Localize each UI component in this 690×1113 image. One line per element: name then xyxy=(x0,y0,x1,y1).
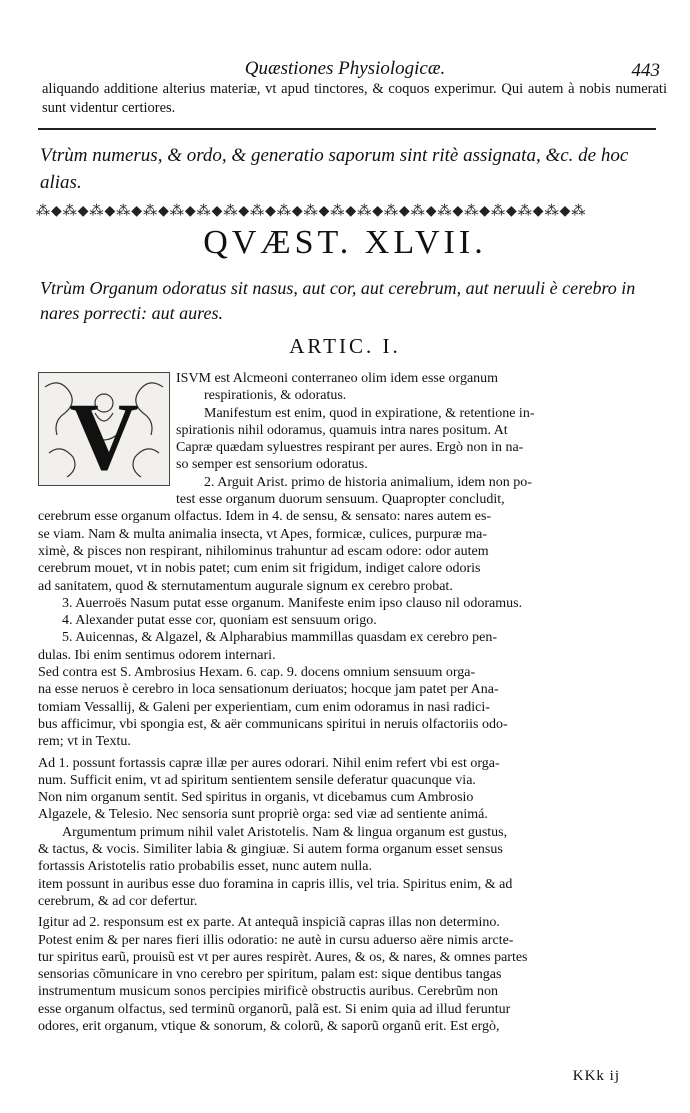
text-line: ad sanitatem, quod & sternutamentum augurale signum ex cerebro probat. xyxy=(38,578,453,594)
section-title: Vtrùm numerus, & ordo, & generatio saporum sint ritè assignata, &c. de hoc alias. xyxy=(40,145,629,193)
text-line: Manifestum est enim, quod in expiratione, & retentione in- xyxy=(204,405,535,421)
text-line: Sed contra est S. Ambrosius Hexam. 6. cap. 9. docens omnium sensuum orga- xyxy=(38,665,476,681)
text-line: esse organum olfactus, sed terminũ organorũ, palã est. Si enim quia ad illud feruntur xyxy=(38,1001,511,1017)
text-line: Igitur ad 2. responsum est ex parte. At antequã inspiciã capras illas non determino. xyxy=(38,915,500,931)
text-line: tomiam Vessallij, & Galeni per experientiam, cum enim odoramus in nasi radici- xyxy=(38,699,490,715)
ornamental-band: ⁂◆⁂◆⁂◆⁂◆⁂◆⁂◆⁂◆⁂◆⁂◆⁂◆⁂◆⁂◆⁂◆⁂◆⁂◆⁂◆⁂◆⁂◆⁂◆⁂◆⁂ xyxy=(36,204,587,219)
text-line: Algazele, & Telesio. Nec sensoria sunt propriè orga: sed viæ ad sentiente animá. xyxy=(38,807,488,823)
top-rule xyxy=(38,128,656,130)
text-line: dulas. Ibi enim sentimus odorem internari. xyxy=(38,647,276,663)
running-title: Quæstiones Physiologicæ. xyxy=(244,58,446,79)
quaestio-heading: QVÆST. XLVII. xyxy=(203,224,487,261)
text-line: 2. Arguit Arist. primo de historia animalium, idem non po- xyxy=(204,474,532,490)
text-line: test esse organum duorum sensuum. Quapropter concludit, xyxy=(176,492,505,508)
text-line: na esse neruos è cerebro in loca sensationum deriuatos; hocque jam patet per Ana- xyxy=(38,682,499,698)
text-line: Non nim organum sentit. Sed spiritus in organis, vt dicebamus cum Ambrosio xyxy=(38,790,474,806)
text-line: fortassis Aristotelis ratio probabilis esset, nunc autem nulla. xyxy=(38,859,372,875)
text-line: cerebrum, & ad cor defertur. xyxy=(38,893,198,909)
signature-mark: KKk ij xyxy=(572,1068,620,1084)
text-line: tur spiritus earũ, prouisũ est vt per aures respirèt. Aures, & os, & nares, & omnes partes xyxy=(38,949,528,965)
article-body xyxy=(38,370,666,1035)
text-line: 4. Alexander putat esse cor, quoniam est sensuum origo. xyxy=(62,613,377,629)
text-line: cerebrum esse organum olfactus. Idem in 4. de sensu, & sensato: nares autem es- xyxy=(38,509,492,525)
articulus-heading: ARTIC. I. xyxy=(289,334,401,358)
text-line: spirationis nihil odoramus, quamuis intra nares positum. At xyxy=(176,422,508,438)
text-line: cerebrum mouet, vt in nobis patet; cum enim sit frigidum, indiget calore odoris xyxy=(38,561,481,577)
text-line: ximè, & pisces non respirant, nihilominus trahuntur ad escam odore: odor autem xyxy=(38,543,489,559)
dropcap-letter: V xyxy=(69,383,139,485)
text-line: 5. Auicennas, & Algazel, & Alpharabius mammillas quasdam ex cerebro pen- xyxy=(62,630,498,646)
text-line: & tactus, & vocis. Similiter labia & gingiuæ. Si autem forma organum esset sensus xyxy=(38,842,503,858)
text-line: respirationis, & odoratus. xyxy=(204,388,347,404)
text-line: odores, erit organum, vtique & sonorum, & colorũ, & saporũ organũ erit. Est ergò, xyxy=(38,1018,500,1034)
text-line: instrumentum musicum sonos percipies mirificè obstructis auribus. Cerebrũm non xyxy=(38,984,498,1000)
text-line: Capræ quædam syluestres respirant per aures. Ergò non in na- xyxy=(176,440,524,456)
text-line: bus afficimur, vbi spongia est, & aër communicans spiritui in neruis olfactoriis odo- xyxy=(38,716,508,732)
text-line: Argumentum primum nihil valet Aristotelis. Nam & lingua organum est gustus, xyxy=(62,824,508,840)
text-line: rem; vt in Textu. xyxy=(38,734,131,750)
text-line: so semper est sensorium odoratus. xyxy=(176,457,368,473)
text-line: sensorias cõmunicare in vno cerebro per spiritum, palam est: sique dentibus tangas xyxy=(38,967,502,983)
text-line: se viam. Nam & multa animalia insecta, vt Apes, formicæ, culices, purpuræ ma- xyxy=(38,526,488,542)
text-line: ISVM est Alcmeoni conterraneo olim idem esse organum xyxy=(176,371,499,386)
page-number: 443 xyxy=(631,60,660,81)
previous-question-ending: aliquando additione alterius materiæ, vt apud tinctores, & coquos experimur. Qui autem à nobis numerati sunt videntur certiores. xyxy=(42,81,667,116)
text-line: num. Sufficit enim, vt ad spiritum sentientem sensile deferatur quacunque via. xyxy=(38,772,476,788)
text-line: 3. Auerroës Nasum putat esse organum. Manifeste enim ipso clauso nil odoramus. xyxy=(62,595,523,611)
quaestio-title: Vtrùm Organum odoratus sit nasus, aut cor, aut cerebrum, aut neruuli è cerebro in nares porrecti: aut aures. xyxy=(40,278,636,323)
text-line: Ad 1. possunt fortassis capræ illæ per aures odorari. Nihil enim refert vbi est orga- xyxy=(38,755,500,771)
text-line: item possunt in auribus esse duo foramina in capris illis, vel tria. Spiritus enim, & ad xyxy=(38,876,513,892)
text-line: Potest enim & per nares fieri illis odoratio: ne autè in cursu aduerso aëre nimis arcte- xyxy=(38,932,514,948)
